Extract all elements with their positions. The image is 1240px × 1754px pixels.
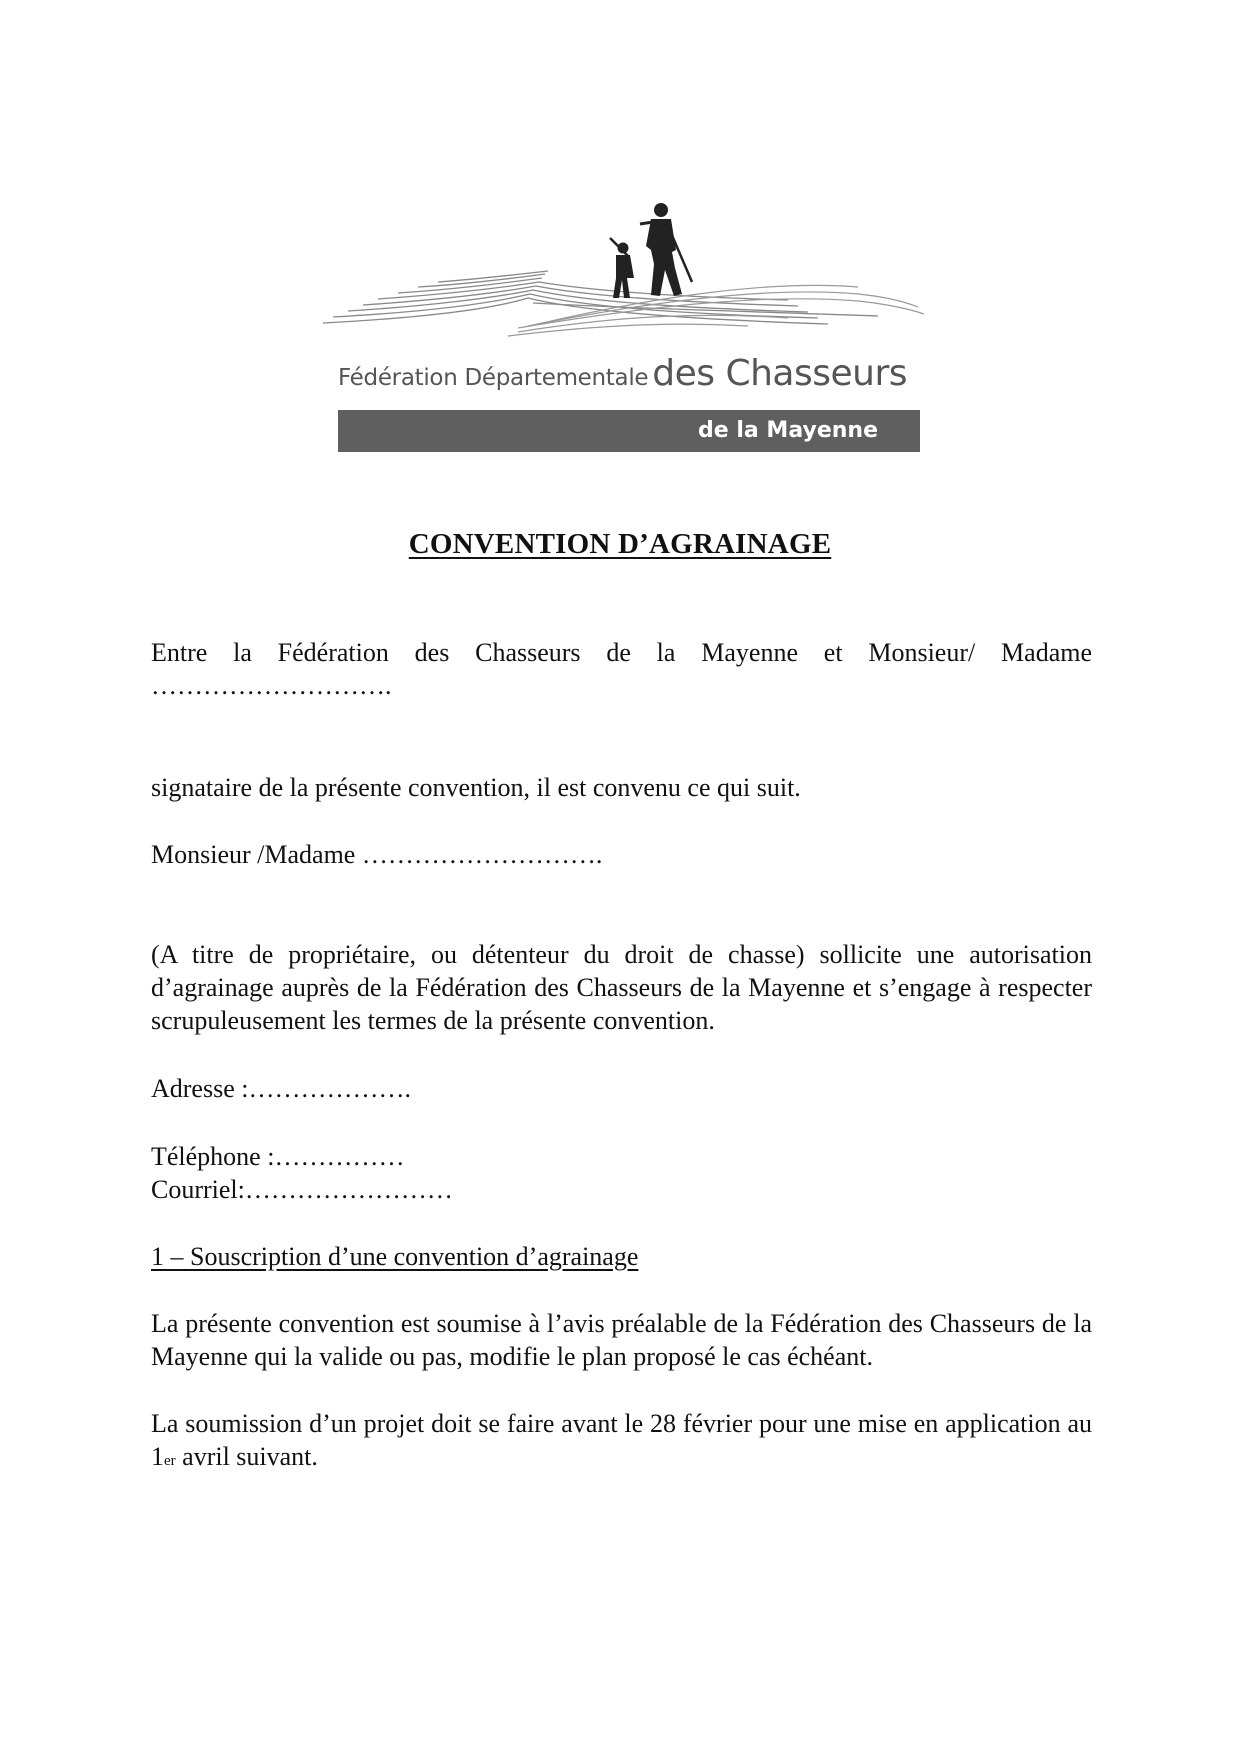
document-title (0, 528, 1240, 561)
hunters-landscape-icon (318, 198, 924, 358)
paragraph-2-end: avril suivant. (175, 1442, 318, 1471)
document-title-text: CONVENTION D’AGRAINAGE (408, 528, 832, 560)
federation-logo (318, 198, 924, 458)
section-1-heading: 1 – Souscription d’une convention d’agrainage (151, 1242, 639, 1271)
logo-federation-name (338, 353, 907, 394)
adresse-line: Adresse :………………. (151, 1074, 411, 1103)
ordinal-suffix: er (164, 1453, 176, 1469)
logo-department-band: de la Mayenne (338, 410, 920, 452)
paragraph-2-text: La soumission d’un projet doit se faire avant le 28 février pour une mise en application au 1 (151, 1409, 1092, 1471)
courriel-line: Courriel:…………………… (151, 1175, 453, 1204)
intro-paragraph: Entre la Fédération des Chasseurs de la Mayenne et Monsieur/ Madame ………………………. (151, 638, 1092, 700)
section-1-paragraph-1: La présente convention est soumise à l’avis préalable de la Fédération des Chasseurs de la Mayenne qui la valide ou pas, modifie le plan proposé le cas échéant. (151, 1309, 1092, 1371)
monsieur-madame-line: Monsieur /Madame ………………………. (151, 840, 603, 869)
titre-paragraph: (A titre de propriétaire, ou détenteur du droit de chasse) sollicite une autorisation d’agrainage auprès de la Fédération des Chasseurs de la Mayenne et s’engage à respecter scrupuleusement les termes de la présente convention. (151, 940, 1092, 1035)
section-1-paragraph-2 (151, 1407, 1092, 1478)
signataire-paragraph: signataire de la présente convention, il est convenu ce qui suit. (151, 773, 801, 802)
telephone-line: Téléphone :…………… (151, 1142, 405, 1171)
logo-name-small: Fédération Départementale (338, 365, 649, 391)
logo-name-big: des Chasseurs (652, 353, 908, 394)
